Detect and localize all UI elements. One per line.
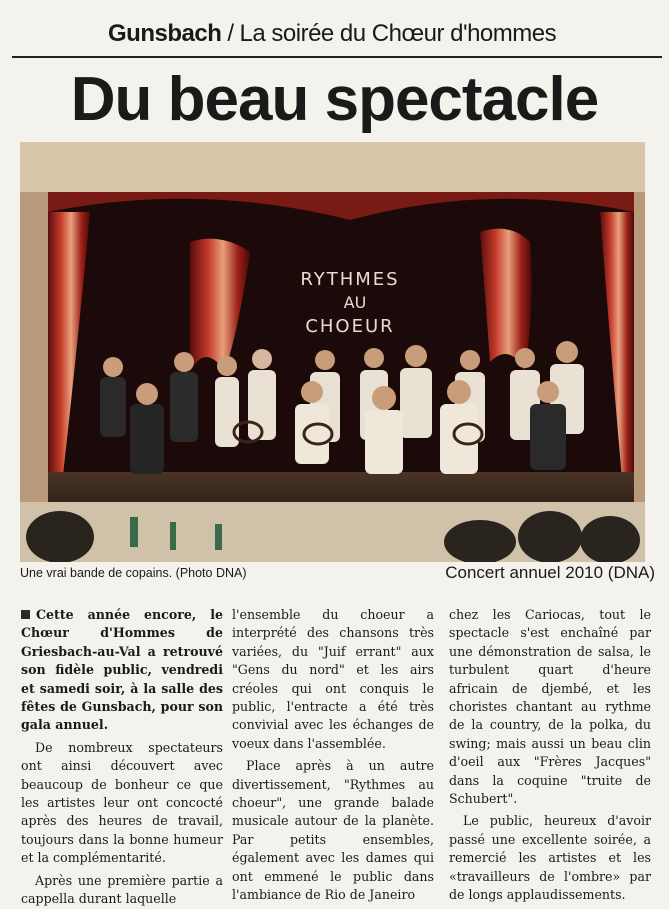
kicker-text: La soirée du Chœur d'hommes (239, 20, 557, 47)
article-paragraph: Après une première partie a cappella durant laquelle (21, 872, 223, 907)
article-paragraph: l'ensemble du choeur a interprété des chansons très variées, du "Juif errant" aux "Gens du nord" et les airs créoles qui ont conquis le public, l'entracte a été très convivial avec les échanges de voeux dans l'assemblée. (232, 607, 434, 751)
article-paragraph: chez les Cariocas, tout le spectacle s'est enchaîné par une démonstration de salsa, le turbulent quart d'heure africain de djembé, et les choristes chantant au rythme de la country, de la polka, du swing; mais aussi un beau clin d'oeil aux "Frères Jacques" dans la coquine "truite de Schubert". (449, 607, 651, 807)
article-paragraph: Le public, heureux d'avoir passé une excellente soirée, a remercié les artistes et les «travailleurs de l'ombre» par de longs applaudissements. (449, 813, 651, 903)
kicker-separator: / (227, 20, 234, 47)
article-column-1 (21, 606, 223, 909)
banner-line-2: AU (343, 293, 367, 312)
kicker (108, 14, 568, 54)
stage-illustration (20, 142, 645, 562)
article-paragraph: De nombreux spectateurs ont ainsi découvert avec beaucoup de bonheur ce que les artistes leur ont concocté après des heures de travail, toujours dans la bonne humeur et la complémentarité. (21, 739, 223, 866)
headline: Du beau spectacle (70, 65, 599, 134)
location-label: Gunsbach (108, 20, 222, 47)
photo-credit: Concert annuel 2010 (DNA) (445, 563, 655, 582)
article-column-2 (232, 606, 434, 905)
concert-photo (20, 142, 645, 562)
lead-text: Cette année encore, le Chœur d'Hommes de Griesbach-au-Val a retrouvé son fidèle public, vendredi et samedi soir, à la salle des fêtes de Gunsbach, pour son gala annuel. (21, 607, 223, 733)
article-column-3 (449, 606, 651, 905)
banner-line-1: RYTHMES (300, 269, 400, 290)
article-paragraph (21, 606, 223, 735)
photo-caption: Une vrai bande de copains. (Photo DNA) (20, 566, 247, 580)
square-bullet-icon (21, 610, 30, 619)
article-paragraph: Place après à un autre divertissement, "Rythmes au choeur", une grande balade musicale autour de la planète. Par petits ensembles, également avec les dames qui ont emmené le public dans l'ambiance de Rio de Janeiro (232, 758, 434, 903)
kicker-rule (12, 56, 662, 58)
banner-line-3: CHOEUR (305, 316, 395, 337)
